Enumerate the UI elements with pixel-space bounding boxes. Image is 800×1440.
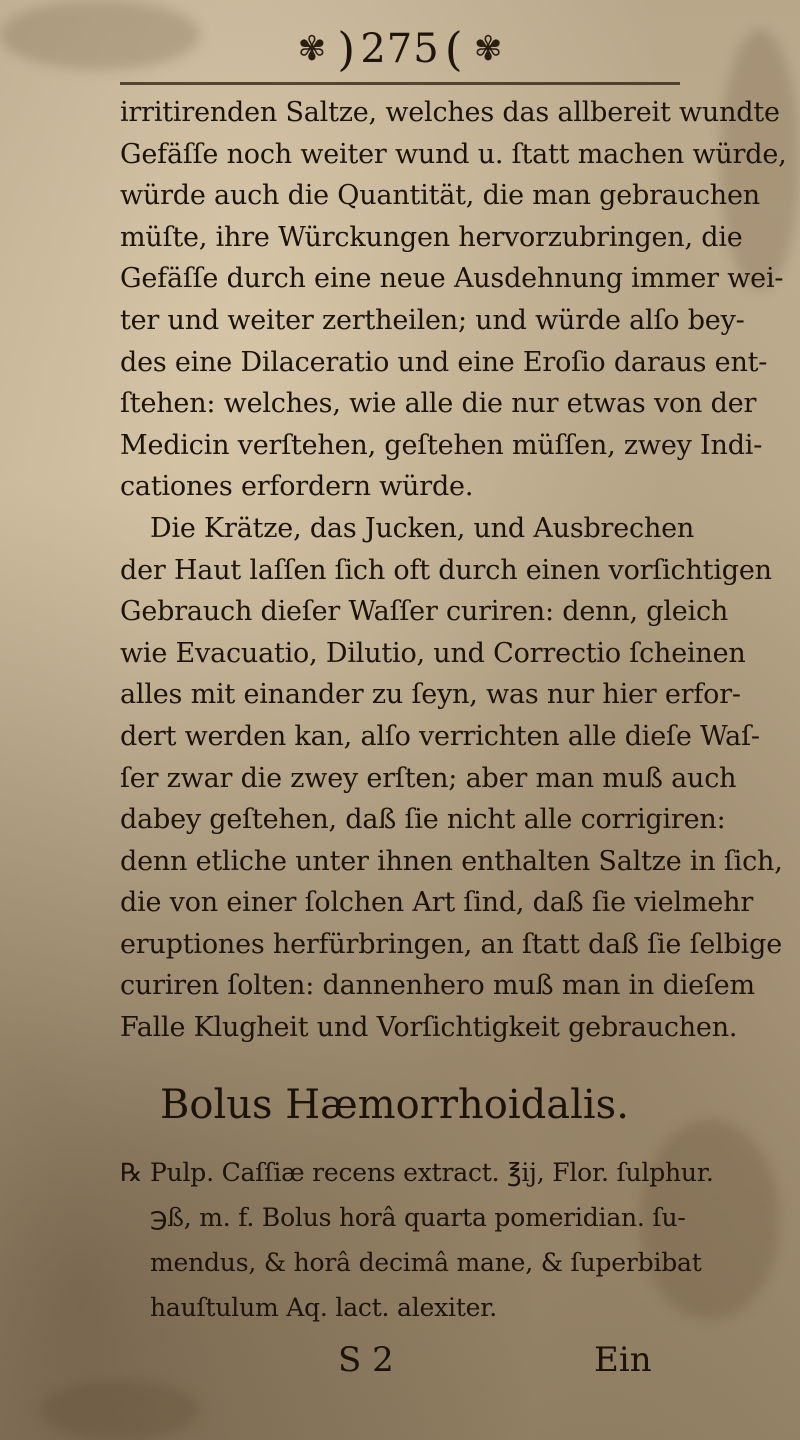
text-line: wie Evacuatio, Dilutio, und Correctio ſcheinen [120,637,746,669]
signature-mark: S 2 [338,1340,394,1380]
text-line: cationes erfordern würde. [120,471,474,503]
text-line: würde auch die Quantität, die man gebrauchen [120,180,760,212]
catchword: Ein [594,1340,652,1380]
ornament-icon: ✾ [473,29,503,69]
text-line: dabey geſtehen, daß ſie nicht alle corrigiren: [120,804,726,836]
text-line: curiren ſolten: dannenhero muß man in dieſem [120,970,755,1002]
text-line: eruptiones herfürbringen, an ſtatt daß ſie ſelbige [120,928,782,960]
text-line: ſtehen: welches, wie alle die nur etwas von der [120,388,757,420]
text-line: die von einer ſolchen Art ſind, daß ſie vielmehr [120,887,754,919]
text-line: müſte, ihre Würckungen hervorzubringen, die [120,221,743,253]
right-paren: ( [444,22,463,76]
header-rule [120,82,680,85]
text-line: des eine Dilaceratio und eine Eroſio daraus ent- [120,346,768,378]
section-heading: Bolus Hæmorrhoidalis. [160,1082,629,1128]
text-line: dert werden kan, alſo verrichten alle dieſe Waſ- [120,720,760,752]
text-line: denn etliche unter ihnen enthalten Saltze in ſich, [120,845,783,877]
text-line: Medicin verſtehen, geſtehen müſſen, zwey Indi- [120,429,763,461]
page-footer [0,1340,800,1400]
recipe-line: hauſtulum Aq. lact. alexiter. [150,1293,498,1322]
text-line: Falle Klugheit und Vorſichtigkeit gebrauchen. [120,1012,738,1044]
text-line: Gebrauch dieſer Waſſer curiren: denn, gleich [120,596,729,628]
text-line: ter und weiter zertheilen; und würde alſo bey- [120,304,745,336]
text-line: irritirenden Saltze, welches das allbereit wundte [120,97,780,128]
left-paren: ) [337,22,356,76]
main-text [120,92,787,1049]
text-line: Die Krätze, das Jucken, und Ausbrechen [150,512,695,544]
page-number: 275 [360,26,440,72]
recipe-line: ℈ß, m. f. Bolus horâ quarta pomeridian. ſu- [150,1203,686,1232]
text-line: Gefäſſe noch weiter wund u. ſtatt machen würde, [120,138,787,170]
recipe-line: mendus, & horâ decimâ mane, & ſuperbibat [150,1248,702,1277]
text-line: ſer zwar die zwey erſten; aber man muß auch [120,762,737,794]
ornament-icon: ✾ [297,29,327,69]
recipe-line: ℞ Pulp. Caſſiæ recens extract. ℥ij, Flor. ſulphur. [120,1158,714,1187]
text-line: der Haut laſſen ſich oft durch einen vorſichtigen [120,554,772,586]
text-line: Gefäſſe durch eine neue Ausdehnung immer wei- [120,263,784,295]
recipe-block [120,1150,714,1330]
text-line: alles mit einander zu ſeyn, was nur hier erfor- [120,679,741,711]
